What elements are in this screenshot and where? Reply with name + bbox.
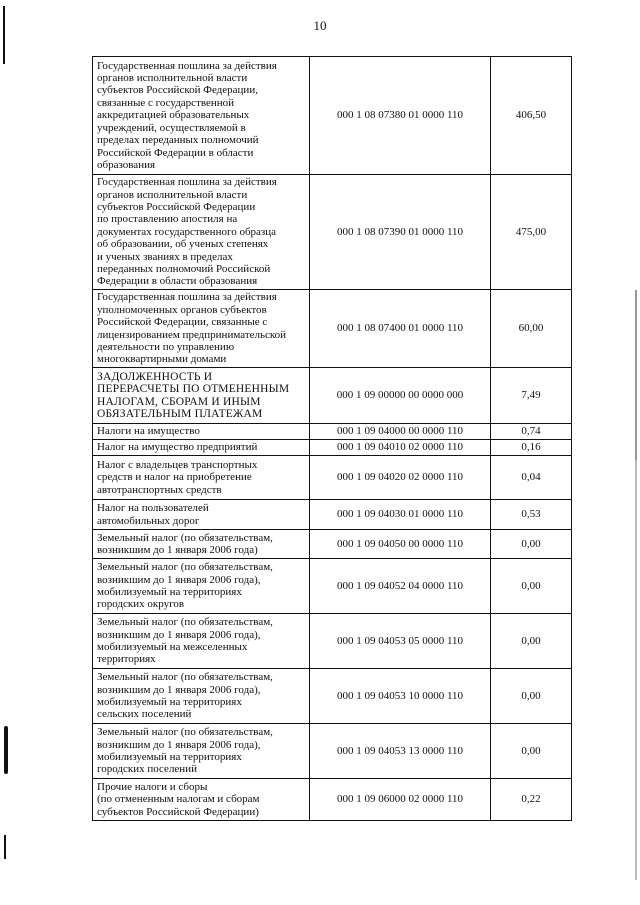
- table-row: [93, 530, 572, 559]
- row-amount: 0,00: [491, 530, 572, 559]
- row-code: 000 1 09 06000 02 0000 110: [310, 779, 491, 821]
- row-code: 000 1 09 04000 00 0000 110: [310, 424, 491, 440]
- table-row: [93, 779, 572, 821]
- row-name: Земельный налог (по обязательствам, возникшим до 1 января 2006 года), мобилизуемый на территориях сельских поселений: [93, 669, 310, 724]
- row-code: 000 1 09 04020 02 0000 110: [310, 456, 491, 500]
- row-code: 000 1 09 04053 10 0000 110: [310, 669, 491, 724]
- table-row: [93, 175, 572, 290]
- row-amount: 0,74: [491, 424, 572, 440]
- table-row: [93, 368, 572, 424]
- row-amount: 0,16: [491, 440, 572, 456]
- row-name: Земельный налог (по обязательствам, возникшим до 1 января 2006 года), мобилизуемый на межселенных территориях: [93, 614, 310, 669]
- row-amount: 0,00: [491, 559, 572, 614]
- row-code: 000 1 09 04053 05 0000 110: [310, 614, 491, 669]
- row-name: Государственная пошлина за действия органов исполнительной власти субъектов Российской Федерации, связанные с государственной аккредитацией образовательных учреждений, осуществляемой в пределах переданных полномочий Российской Федерации в области образования: [93, 57, 310, 175]
- page-number: 10: [313, 18, 327, 33]
- scan-margin-mark: [3, 6, 5, 64]
- row-amount: 0,00: [491, 669, 572, 724]
- table-row: [93, 440, 572, 456]
- row-amount: 7,49: [491, 368, 572, 424]
- row-amount: 0,53: [491, 500, 572, 530]
- row-amount: 0,00: [491, 724, 572, 779]
- row-name: Прочие налоги и сборы (по отмененным налогам и сборам субъектов Российской Федерации): [93, 779, 310, 821]
- row-code: 000 1 09 04030 01 0000 110: [310, 500, 491, 530]
- scan-edge-mark: [635, 290, 637, 460]
- revenue-table: [92, 56, 572, 821]
- row-amount: 60,00: [491, 290, 572, 368]
- scan-margin-mark: [4, 726, 8, 774]
- table-row: [93, 614, 572, 669]
- row-code: 000 1 08 07400 01 0000 110: [310, 290, 491, 368]
- row-name: Налог на пользователей автомобильных дорог: [93, 500, 310, 530]
- row-name: Налог на имущество предприятий: [93, 440, 310, 456]
- table-row: [93, 500, 572, 530]
- row-name: Государственная пошлина за действия органов исполнительной власти субъектов Российской Федерации по проставлению апостиля на документах государственного образца об образовании, об ученых степенях и ученых званиях в пределах переданных полномочий Российской Федерации в области образования: [93, 175, 310, 290]
- row-code: 000 1 09 04050 00 0000 110: [310, 530, 491, 559]
- table-row: [93, 456, 572, 500]
- row-amount: 0,00: [491, 614, 572, 669]
- row-amount: 0,04: [491, 456, 572, 500]
- row-name: Налоги на имущество: [93, 424, 310, 440]
- row-name: Государственная пошлина за действия уполномоченных органов субъектов Российской Федерации, связанные с лицензированием предпринимательской деятельности по управлению многоквартирными домами: [93, 290, 310, 368]
- row-name: ЗАДОЛЖЕННОСТЬ И ПЕРЕРАСЧЕТЫ ПО ОТМЕНЕННЫМ НАЛОГАМ, СБОРАМ И ИНЫМ ОБЯЗАТЕЛЬНЫМ ПЛАТЕЖАМ: [93, 368, 310, 424]
- row-amount: 0,22: [491, 779, 572, 821]
- table-row: [93, 57, 572, 175]
- row-code: 000 1 09 04010 02 0000 110: [310, 440, 491, 456]
- row-code: 000 1 09 00000 00 0000 000: [310, 368, 491, 424]
- table-row: [93, 290, 572, 368]
- row-name: Земельный налог (по обязательствам, возникшим до 1 января 2006 года), мобилизуемый на территориях городских округов: [93, 559, 310, 614]
- row-name: Земельный налог (по обязательствам, возникшим до 1 января 2006 года), мобилизуемый на территориях городских поселений: [93, 724, 310, 779]
- row-name: Налог с владельцев транспортных средств и налог на приобретение автотранспортных средств: [93, 456, 310, 500]
- table-row: [93, 669, 572, 724]
- row-amount: 406,50: [491, 57, 572, 175]
- scan-edge-mark: [635, 460, 637, 880]
- row-code: 000 1 08 07380 01 0000 110: [310, 57, 491, 175]
- row-code: 000 1 08 07390 01 0000 110: [310, 175, 491, 290]
- table-row: [93, 424, 572, 440]
- table-row: [93, 724, 572, 779]
- row-name: Земельный налог (по обязательствам, возникшим до 1 января 2006 года): [93, 530, 310, 559]
- row-amount: 475,00: [491, 175, 572, 290]
- row-code: 000 1 09 04052 04 0000 110: [310, 559, 491, 614]
- row-code: 000 1 09 04053 13 0000 110: [310, 724, 491, 779]
- scan-margin-mark: [4, 835, 6, 859]
- table-row: [93, 559, 572, 614]
